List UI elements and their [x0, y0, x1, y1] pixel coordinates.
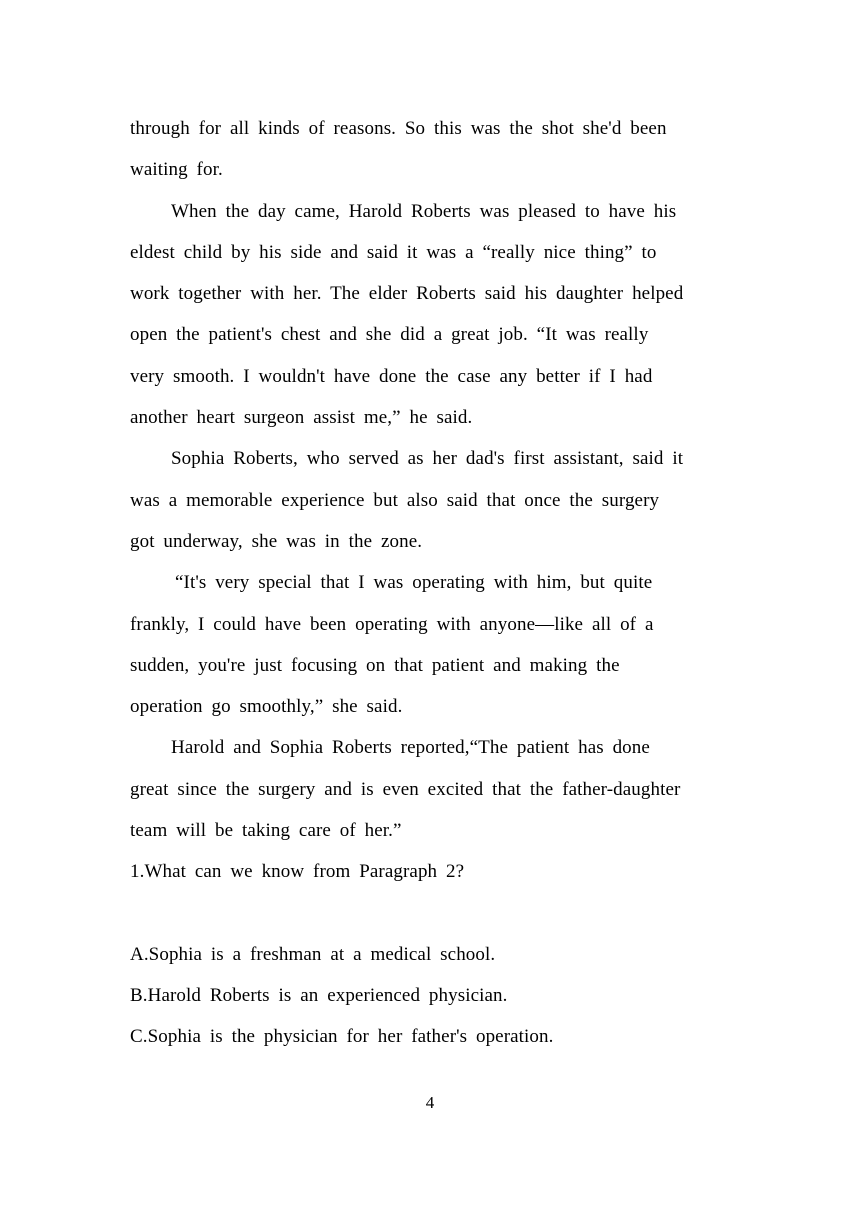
passage-line: open the patient's chest and she did a great job. “It was really	[130, 324, 649, 346]
answer-option-c: C.Sophia is the physician for her father's operation.	[130, 1026, 554, 1048]
passage-line: sudden, you're just focusing on that patient and making the	[130, 654, 620, 676]
passage-line: operation go smoothly,” she said.	[130, 696, 403, 718]
passage-line: work together with her. The elder Roberts said his daughter helped	[130, 283, 684, 305]
paragraph-start-line: “It's very special that I was operating with him, but quite	[175, 572, 653, 594]
passage-line: waiting for.	[130, 159, 223, 181]
paragraph-start-line: When the day came, Harold Roberts was pleased to have his	[171, 200, 677, 222]
passage-line: got underway, she was in the zone.	[130, 530, 423, 552]
question-gap	[130, 893, 730, 934]
passage-line: team will be taking care of her.”	[130, 820, 402, 842]
passage-line: eldest child by his side and said it was a “really nice thing” to	[130, 241, 657, 263]
passage-line: great since the surgery and is even excited that the father-daughter	[130, 778, 681, 800]
document-body	[130, 108, 730, 1058]
paragraph-start-line: Harold and Sophia Roberts reported,“The patient has done	[171, 737, 650, 759]
page-number: 4	[425, 1093, 435, 1112]
passage-line: through for all kinds of reasons. So this was the shot she'd been	[130, 118, 667, 139]
passage-line: frankly, I could have been operating with anyone—like all of a	[130, 613, 654, 635]
answer-option-b: B.Harold Roberts is an experienced physician.	[130, 984, 508, 1006]
paragraph-start-line: Sophia Roberts, who served as her dad's first assistant, said it	[171, 448, 684, 470]
passage-line: was a memorable experience but also said that once the surgery	[130, 489, 660, 511]
passage-line: another heart surgeon assist me,” he said.	[130, 407, 473, 429]
answer-option-a: A.Sophia is a freshman at a medical school.	[130, 943, 496, 965]
question-prompt: 1.What can we know from Paragraph 2?	[130, 861, 465, 883]
passage-line: very smooth. I wouldn't have done the case any better if I had	[130, 365, 653, 387]
